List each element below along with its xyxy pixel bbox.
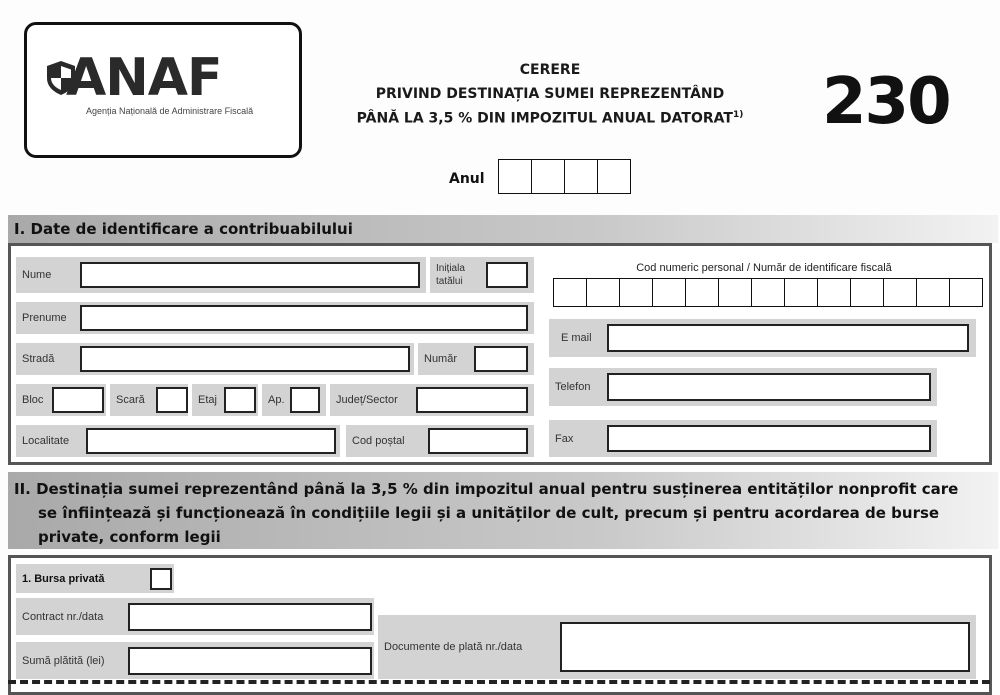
judet-label: Județ/Sector	[336, 394, 398, 406]
initiala-label	[436, 262, 486, 288]
cnp-digit-box[interactable]	[620, 278, 653, 307]
cnp-input[interactable]	[553, 278, 983, 307]
cnp-digit-box[interactable]	[884, 278, 917, 307]
scara-input[interactable]	[156, 387, 188, 413]
email-field	[549, 319, 976, 357]
fax-field	[549, 420, 937, 457]
documente-plata-input[interactable]	[560, 622, 970, 672]
suma-platita-input[interactable]	[128, 647, 372, 675]
form-title-line3-text: PÂNĂ LA 3,5 % DIN IMPOZITUL ANUAL DATORAT	[356, 110, 733, 127]
cnp-digit-box[interactable]	[553, 278, 587, 307]
year-label: Anul	[449, 171, 485, 187]
localitate-field	[16, 425, 340, 457]
bursa-privata-checkbox[interactable]	[150, 568, 172, 590]
cnp-digit-box[interactable]	[752, 278, 785, 307]
bloc-label: Bloc	[22, 394, 44, 406]
numar-label: Număr	[424, 353, 458, 365]
etaj-input[interactable]	[224, 387, 256, 413]
initiala-input[interactable]	[486, 262, 528, 288]
fax-label: Fax	[555, 432, 574, 445]
numar-input[interactable]	[474, 346, 528, 372]
form-number: 230	[822, 65, 950, 139]
bloc-field	[16, 384, 106, 416]
numar-field	[418, 343, 534, 375]
cut-line-divider	[8, 680, 990, 684]
cnp-digit-box[interactable]	[686, 278, 719, 307]
prenume-field	[16, 302, 534, 334]
initiala-label-line1: Inițiala	[436, 263, 465, 274]
nume-input[interactable]	[80, 262, 420, 288]
email-label: E mail	[561, 332, 592, 344]
section2-heading-line3: private, conform legii	[38, 528, 221, 546]
cod-postal-field	[346, 425, 534, 457]
bursa-privata-field	[16, 564, 174, 593]
ap-label: Ap.	[268, 394, 285, 406]
ap-field	[262, 384, 326, 416]
telefon-label: Telefon	[555, 381, 591, 393]
cnp-digit-box[interactable]	[917, 278, 950, 307]
documente-plata-field	[378, 615, 976, 679]
ap-input[interactable]	[290, 387, 320, 413]
year-digit-box[interactable]	[565, 159, 598, 194]
cnp-digit-box[interactable]	[587, 278, 620, 307]
telefon-field	[549, 368, 937, 406]
cnp-digit-box[interactable]	[818, 278, 851, 307]
telefon-input[interactable]	[607, 373, 931, 401]
form-title-line2: PRIVIND DESTINAȚIA SUMEI REPREZENTÂND	[375, 86, 725, 102]
bloc-input[interactable]	[52, 387, 104, 413]
bursa-privata-label: 1. Bursa privată	[22, 572, 105, 585]
strada-label: Stradă	[22, 353, 55, 365]
documente-plata-label: Documente de plată nr./data	[384, 641, 523, 653]
form-title-line3	[340, 110, 760, 127]
year-digit-box[interactable]	[532, 159, 565, 194]
year-digit-box[interactable]	[498, 159, 532, 194]
contract-input[interactable]	[128, 603, 372, 631]
year-input[interactable]	[498, 159, 631, 194]
localitate-label: Localitate	[22, 435, 70, 447]
form-title-line1: CERERE	[519, 62, 581, 78]
contract-label: Contract nr./data	[22, 610, 104, 623]
strada-input[interactable]	[80, 346, 410, 372]
cod-postal-input[interactable]	[428, 428, 528, 454]
cnp-digit-box[interactable]	[653, 278, 686, 307]
scara-field	[110, 384, 188, 416]
section1-heading: I. Date de identificare a contribuabilului	[8, 215, 998, 243]
footnote-marker: 1)	[732, 110, 744, 120]
cnp-digit-box[interactable]	[785, 278, 818, 307]
judet-input[interactable]	[416, 387, 528, 413]
contract-field	[16, 598, 374, 635]
nume-field	[16, 257, 426, 293]
scara-label: Scară	[116, 394, 145, 406]
initiala-field	[430, 257, 534, 293]
judet-field	[330, 384, 534, 416]
anaf-logo-text: ANAF	[66, 48, 222, 108]
suma-platita-label: Sumă plătită (lei)	[22, 654, 105, 667]
section2-heading-line1: II. Destinația sumei reprezentând până la 3,5 % din impozitul anual pentru susținerea entităților nonprofit care	[14, 480, 959, 498]
cod-postal-label: Cod poștal	[352, 435, 405, 447]
etaj-label: Etaj	[198, 394, 217, 406]
localitate-input[interactable]	[86, 428, 336, 454]
cnp-digit-box[interactable]	[851, 278, 884, 307]
etaj-field	[192, 384, 258, 416]
suma-platita-field	[16, 642, 374, 679]
fax-input[interactable]	[607, 425, 931, 452]
prenume-input[interactable]	[80, 305, 528, 331]
strada-field	[16, 343, 414, 375]
year-digit-box[interactable]	[598, 159, 631, 194]
email-input[interactable]	[607, 324, 969, 352]
initiala-label-line2: tatălui	[436, 276, 463, 287]
anaf-logo-subtitle: Agenția Națională de Administrare Fiscală	[86, 106, 254, 116]
cnp-digit-box[interactable]	[950, 278, 983, 307]
cnp-digit-box[interactable]	[719, 278, 752, 307]
nume-label: Nume	[22, 269, 52, 281]
section2-heading	[8, 472, 998, 549]
section2-heading-line2: se înființează și funcționează în condițiile legii și a unităților de cult, precum și pentru acordarea de burse	[38, 504, 940, 522]
cnp-label: Cod numeric personal / Număr de identificare fiscală	[636, 262, 892, 274]
prenume-label: Prenume	[22, 312, 67, 324]
